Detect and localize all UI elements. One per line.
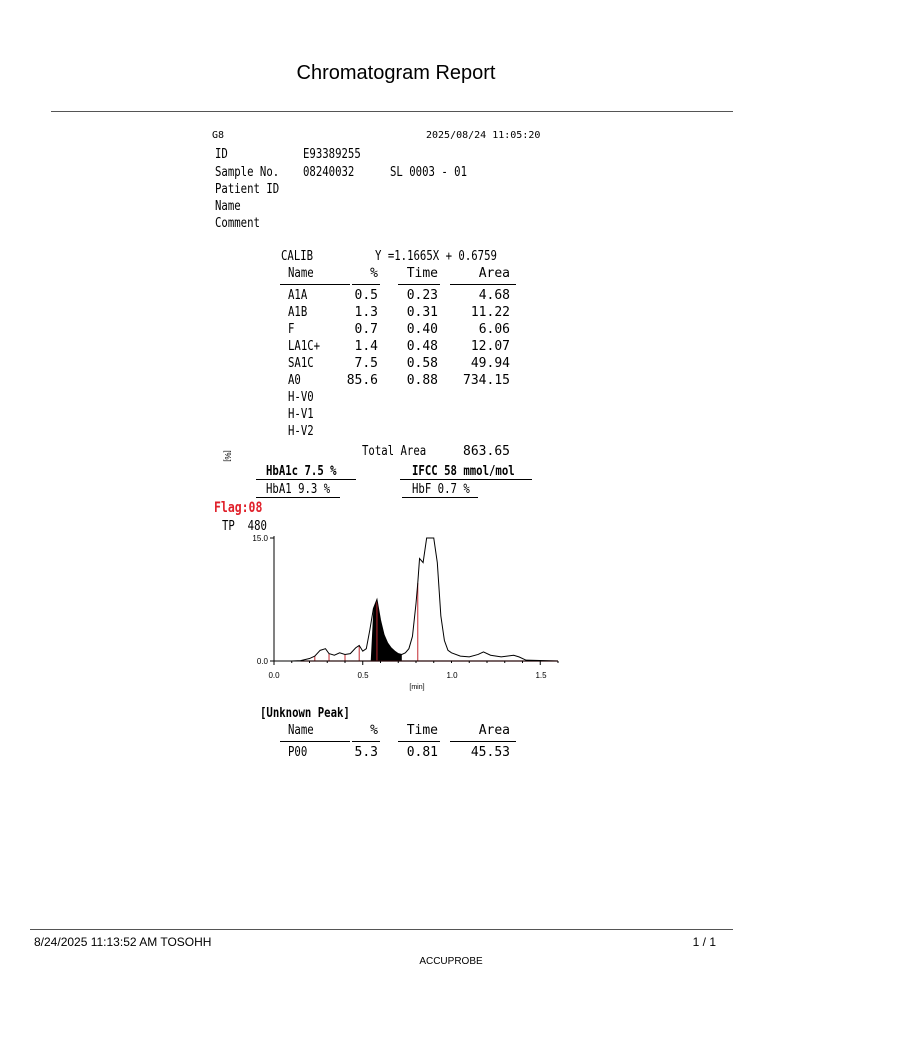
table-row xyxy=(280,390,520,407)
y-unit-label: [%] xyxy=(223,450,232,462)
cell-area: 6.06 xyxy=(478,322,510,337)
cell-time: 0.48 xyxy=(406,339,438,354)
instrument-label: G8 xyxy=(212,130,225,141)
x-unit-label: [min] xyxy=(409,684,425,691)
footer-printer-name: ACCUPROBE xyxy=(419,956,483,967)
peak-header-underline-time xyxy=(398,284,440,285)
cell-pct: 1.3 xyxy=(354,305,378,320)
table-row xyxy=(280,288,520,305)
tp-label: TP 480 xyxy=(222,519,267,534)
footer-divider xyxy=(30,929,733,930)
ifcc-result: IFCC 58 mmol/mol xyxy=(412,464,515,479)
name-label: Name xyxy=(215,199,241,214)
title-divider xyxy=(51,111,733,112)
cell-pct: 5.3 xyxy=(354,745,378,760)
unknown-header-underline-time xyxy=(398,741,440,742)
unknown-peak-table xyxy=(280,723,520,763)
table-row xyxy=(280,424,520,441)
table-row xyxy=(280,373,520,390)
sl-value: SL 0003 - 01 xyxy=(390,165,468,180)
cell-name: A0 xyxy=(288,373,301,388)
cell-time: 0.58 xyxy=(406,356,438,371)
y-tick-bottom: 0.0 xyxy=(256,657,268,666)
peak-header-pct: % xyxy=(370,266,378,281)
cell-area: 11.22 xyxy=(470,305,510,320)
unknown-header-area: Area xyxy=(478,723,510,738)
peak-header-underline-name xyxy=(280,284,350,285)
cell-area: 45.53 xyxy=(470,745,510,760)
table-row xyxy=(280,322,520,339)
unknown-header-underline-name xyxy=(280,741,350,742)
cell-pct: 0.5 xyxy=(354,288,378,303)
calib-equation: Y =1.1665X + 0.6759 xyxy=(375,249,497,264)
peak-header-underline-area xyxy=(450,284,516,285)
cell-area: 734.15 xyxy=(463,373,510,388)
x-tick-1: 0.5 xyxy=(357,671,369,680)
cell-pct: 7.5 xyxy=(354,356,378,371)
ifcc-underline xyxy=(400,479,532,480)
sample-no-value: 08240032 xyxy=(303,165,355,180)
table-row xyxy=(280,339,520,356)
calib-label: CALIB xyxy=(281,249,314,264)
peak-header-time: Time xyxy=(406,266,438,281)
patient-id-label: Patient ID xyxy=(215,182,280,197)
report-datetime: 2025/08/24 11:05:20 xyxy=(426,130,541,141)
x-tick-3: 1.5 xyxy=(535,671,547,680)
chromatogram-trace xyxy=(274,538,558,661)
hba1-underline xyxy=(256,497,340,498)
total-area-label: Total Area xyxy=(362,444,427,459)
unknown-header-name: Name xyxy=(288,723,314,738)
hba1c-result: HbA1c 7.5 % xyxy=(266,464,337,479)
peak-header-underline-pct xyxy=(352,284,380,285)
id-label: ID xyxy=(215,147,228,162)
x-tick-2: 1.0 xyxy=(446,671,458,680)
cell-time: 0.40 xyxy=(406,322,438,337)
flag-label: Flag:08 xyxy=(214,500,263,516)
id-value: E93389255 xyxy=(303,147,361,162)
unknown-peak-title: [Unknown Peak] xyxy=(260,706,350,721)
cell-pct: 0.7 xyxy=(354,322,378,337)
unknown-header-pct: % xyxy=(370,723,378,738)
footer-page-number: 1 / 1 xyxy=(692,935,716,949)
comment-label: Comment xyxy=(215,216,260,231)
y-tick-top: 15.0 xyxy=(252,534,268,543)
cell-time: 0.31 xyxy=(406,305,438,320)
unknown-header-underline-pct xyxy=(352,741,380,742)
sample-no-label: Sample No. xyxy=(215,165,280,180)
cell-pct: 85.6 xyxy=(346,373,378,388)
cell-name: LA1C+ xyxy=(288,339,321,354)
hbf-underline xyxy=(402,497,478,498)
cell-name: F xyxy=(288,322,295,337)
peak-header-area: Area xyxy=(478,266,510,281)
hba1c-underline xyxy=(256,479,356,480)
table-row xyxy=(280,305,520,322)
cell-name: SA1C xyxy=(288,356,314,371)
cell-time: 0.88 xyxy=(406,373,438,388)
hbf-result: HbF 0.7 % xyxy=(412,482,470,497)
footer-printed-info: 8/24/2025 11:13:52 AM TOSOHH xyxy=(34,935,212,949)
unknown-header-time: Time xyxy=(406,723,438,738)
peak-header-name: Name xyxy=(288,266,314,281)
cell-name: P00 xyxy=(288,745,308,760)
cell-name: A1B xyxy=(288,305,308,320)
x-tick-0: 0.0 xyxy=(268,671,280,680)
table-row xyxy=(280,745,520,762)
cell-time: 0.81 xyxy=(406,745,438,760)
table-row xyxy=(280,356,520,373)
peak-table xyxy=(280,266,520,456)
cell-name: H-V1 xyxy=(288,407,314,422)
cell-time: 0.23 xyxy=(406,288,438,303)
total-area-value: 863.65 xyxy=(463,444,510,459)
report-title: Chromatogram Report xyxy=(296,62,496,84)
filled-peak-area xyxy=(371,600,402,662)
cell-name: A1A xyxy=(288,288,308,303)
table-row xyxy=(280,407,520,424)
cell-area: 49.94 xyxy=(470,356,510,371)
cell-area: 12.07 xyxy=(470,339,510,354)
unknown-header-underline-area xyxy=(450,741,516,742)
cell-name: H-V2 xyxy=(288,424,314,439)
cell-name: H-V0 xyxy=(288,390,314,405)
cell-area: 4.68 xyxy=(478,288,510,303)
cell-pct: 1.4 xyxy=(354,339,378,354)
hba1-result: HbA1 9.3 % xyxy=(266,482,331,497)
